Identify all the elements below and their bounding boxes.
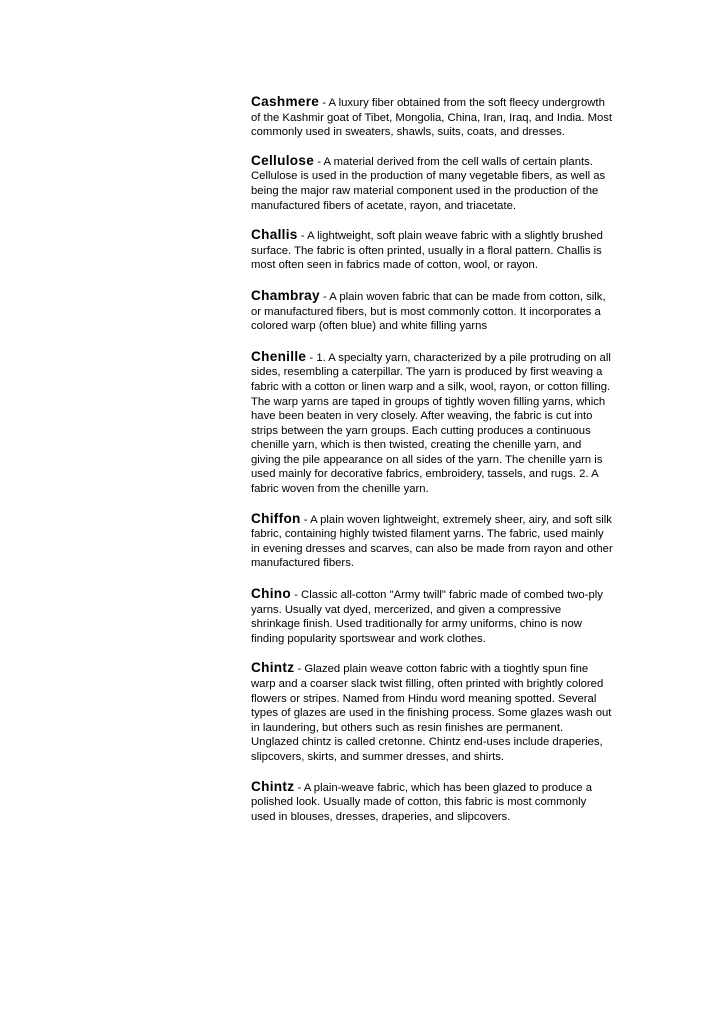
glossary-entry-chenille <box>251 350 613 497</box>
glossary-term: Chiffon <box>251 510 301 526</box>
glossary-entry-cashmere <box>251 95 613 140</box>
glossary-entry-cellulose <box>251 154 613 213</box>
glossary-entry-chintz-2 <box>251 780 613 825</box>
glossary-entry-chiffon <box>251 512 613 571</box>
glossary-definition: - Classic all-cotton "Army twill" fabric made of combed two-ply yarns. Usually vat dyed, mercerized, and given a compressive shrinkage finish. Used traditionally for army uniforms, chino is now finding popularity sportswear and work clothes. <box>251 589 603 645</box>
glossary-definition: - A material derived from the cell walls of certain plants. Cellulose is used in the production of many vegetable fibers, as well as being the major raw material component used in the production of the manufactured fibers of acetate, rayon, and triacetate. <box>251 155 606 212</box>
glossary-term: Challis <box>251 227 298 243</box>
glossary-definition: - Glazed plain weave cotton fabric with a tioghtly spun fine warp and a coarser slack twist filling, often printed with brightly colored flowers or stripes. Named from Hindu word meaning spotted. Several types of glazes are used in the finishing process. Some glazes wash out in laundering, but others such as resin finishes are permanent. Unglazed chintz is called cretonne. Chintz end-uses include draperies, slipcovers, skirts, and summer dresses, and shirts. <box>251 663 612 763</box>
glossary-entry-challis <box>251 228 613 273</box>
glossary-term: Cellulose <box>251 152 315 168</box>
glossary-definition: - A plain-weave fabric, which has been glazed to produce a polished look. Usually made of cotton, this fabric is most commonly used in blouses, dresses, draperies, and slipcovers. <box>251 781 592 823</box>
glossary-term: Cashmere <box>251 94 320 109</box>
glossary-definition: - A plain woven fabric that can be made from cotton, silk, or manufactured fibers, but is most commonly cotton. It incorporates a colored warp (often blue) and white filling yarns <box>251 290 606 333</box>
glossary-definition: - A plain woven lightweight, extremely sheer, airy, and soft silk fabric, containing highly twisted filament yarns. The fabric, used mainly in evening dresses and scarves, can also be made from rayon and other manufactured fibers. <box>251 513 613 570</box>
glossary-term: Chintz <box>251 660 295 676</box>
glossary-entry-chino <box>251 587 613 646</box>
glossary-definition: - A luxury fiber obtained from the soft fleecy undergrowth of the Kashmir goat of Tibet, Mongolia, China, Iran, Iraq, and India. Most commonly used in sweaters, shawls, suits, coats, and dresses. <box>251 97 613 139</box>
glossary-term: Chino <box>251 586 292 602</box>
glossary-definition: - A lightweight, soft plain weave fabric with a slightly brushed surface. The fabric is often printed, usually in a floral pattern. Challis is most often seen in fabrics made of cotton, wool, or rayon. <box>251 230 603 272</box>
glossary-entry-chambray <box>251 289 613 334</box>
glossary-term: Chambray <box>251 287 320 303</box>
glossary-term: Chenille <box>251 348 307 364</box>
glossary-page <box>251 95 613 840</box>
glossary-entry-chintz <box>251 661 613 764</box>
glossary-definition: - 1. A specialty yarn, characterized by a pile protruding on all sides, resembling a caterpillar. The yarn is produced by first weaving a fabric with a cotton or linen warp and a silk, wool, rayon, or cotton filling. The warp yarns are taped in groups of tightly woven filling yarns, which have been beaten in very closely. After weaving, the fabric is cut into strips between the yarn groups. Each cutting produces a continuous chenille yarn, which is then twisted, creating the chenille yarn, and giving the pile appearance on all sides of the yarn. The chenille yarn is used mainly for decorative fabrics, embroidery, tassels, and rugs. 2. A fabric woven from the chenille yarn. <box>251 351 611 496</box>
glossary-term: Chintz <box>251 778 295 794</box>
